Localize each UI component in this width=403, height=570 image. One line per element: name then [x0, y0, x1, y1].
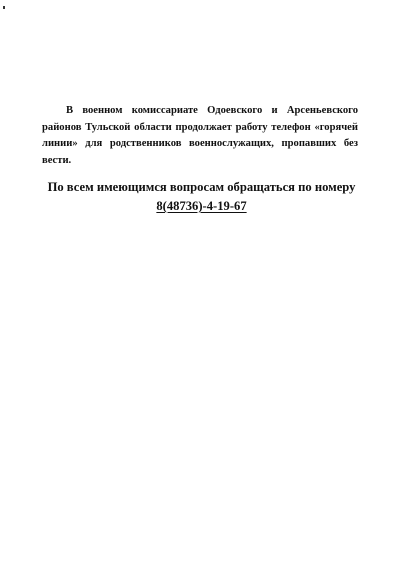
- contact-notice: [30, 178, 373, 215]
- phone-number: 8(48736)-4-19-67: [156, 199, 247, 213]
- hotline-announcement-paragraph: В военном комиссариате Одоевского и Арсеньевского районов Тульской области продолжает работу телефон «горячей линии» для родственников военнослужащих, пропавших без вести.: [42, 105, 358, 166]
- contact-instruction: По всем имеющимся вопросам обращаться по номеру: [47, 180, 356, 194]
- scan-mark: [3, 6, 5, 9]
